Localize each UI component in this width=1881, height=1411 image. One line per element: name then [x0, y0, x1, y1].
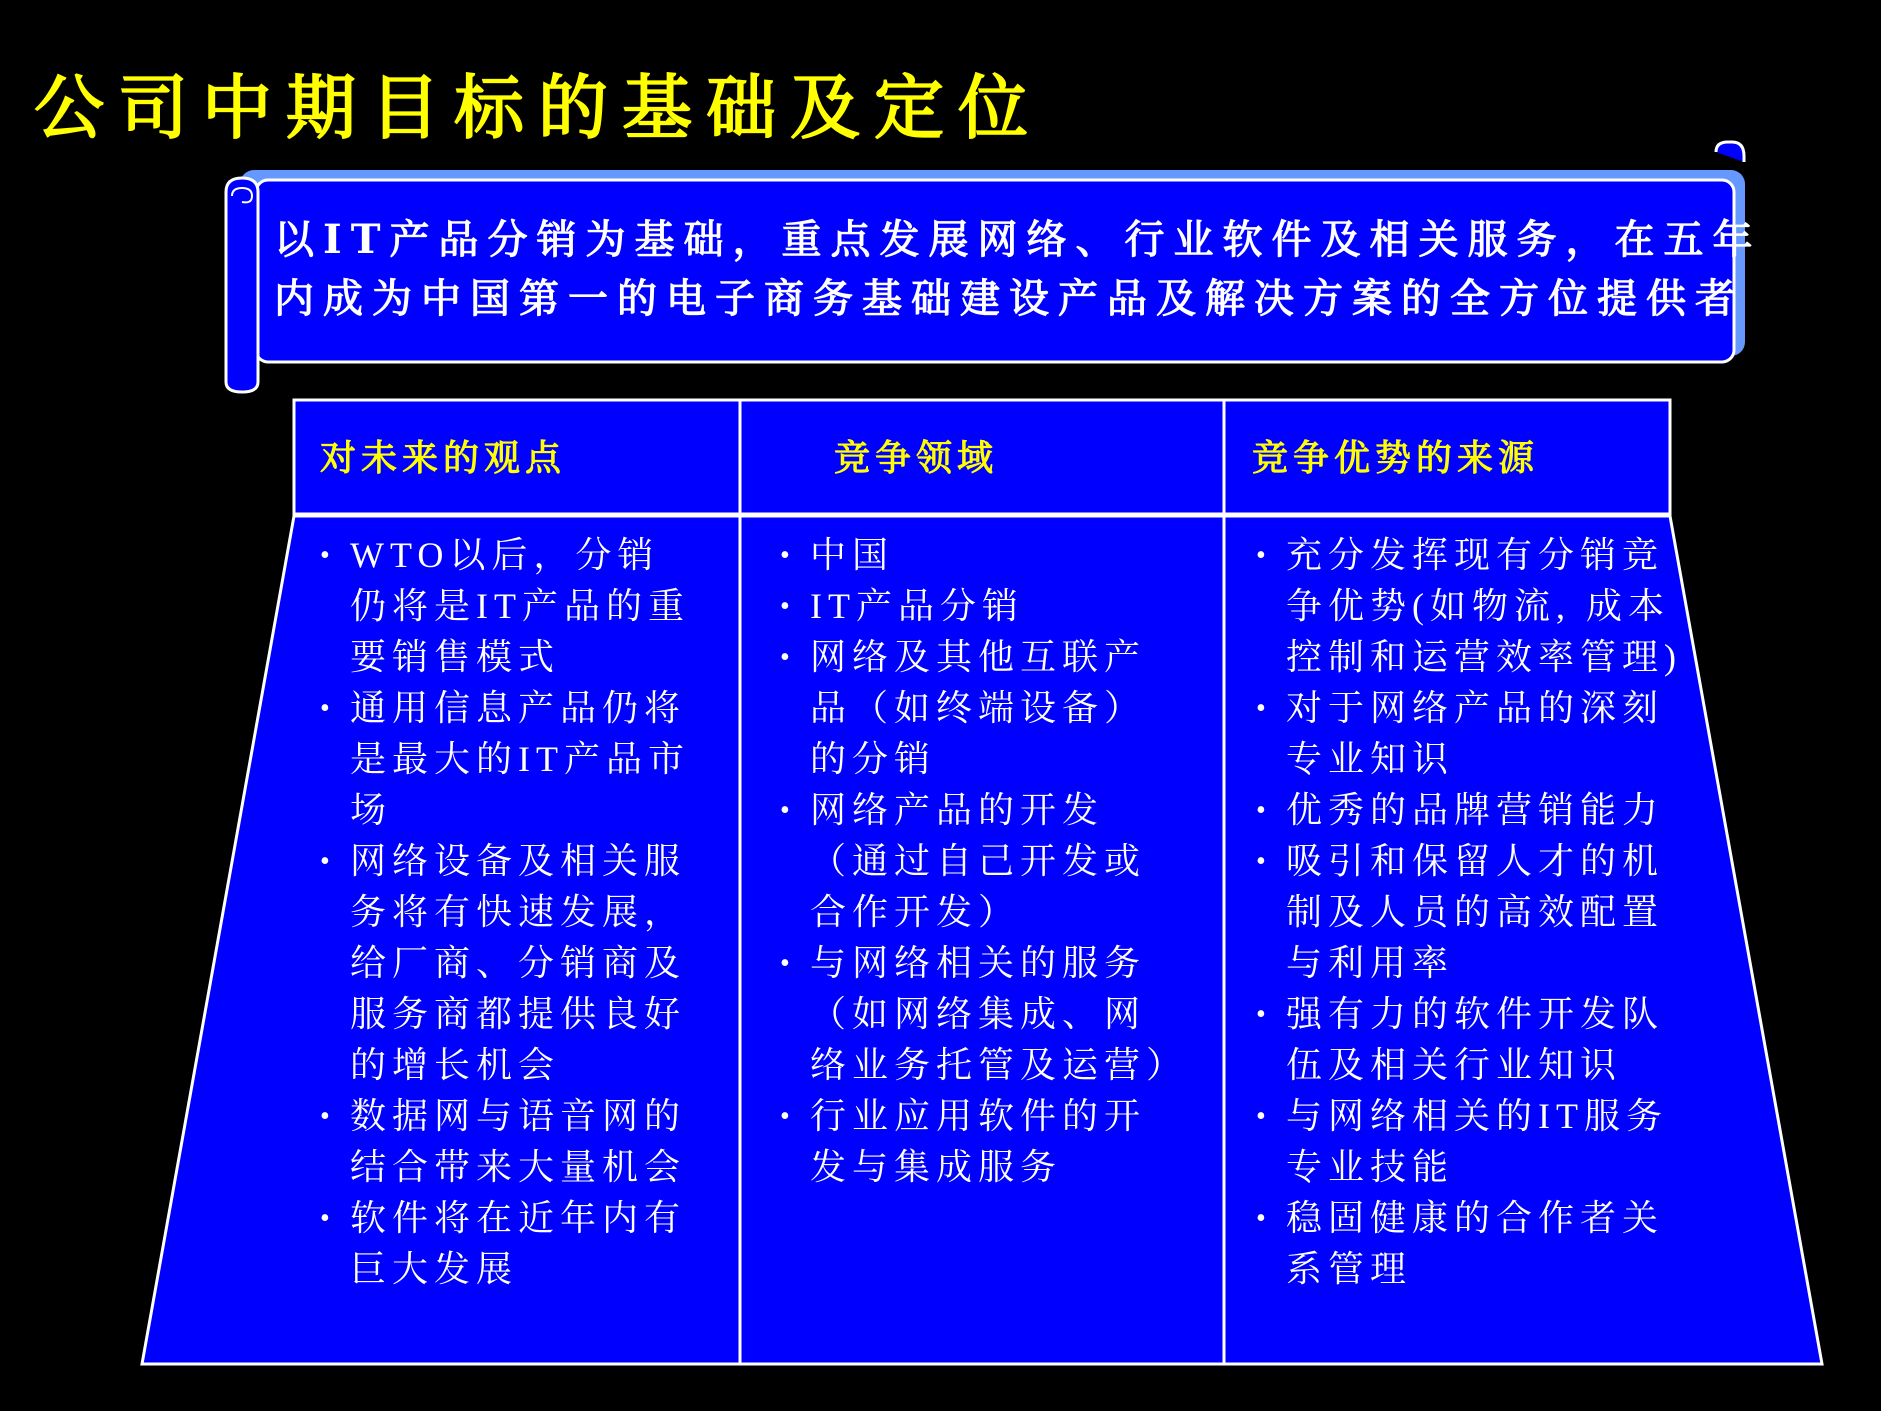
- bullet-text-line: 通用信息产品仍将: [350, 688, 687, 728]
- bullet-item: [780, 530, 1188, 581]
- bullet-item: [320, 1193, 690, 1295]
- bullet-text-line: 要销售模式: [350, 637, 561, 677]
- column-future-views: [320, 530, 690, 1295]
- bullet-text-line: 网络产品的开发: [810, 790, 1105, 830]
- bullet-item: [780, 785, 1188, 938]
- bullet-text-line: 伍及相关行业知识: [1286, 1045, 1623, 1085]
- bullet-item: [1256, 530, 1682, 683]
- bullet-text-line: IT产品分销: [810, 586, 1024, 626]
- bullet-text-line: 行业应用软件的开: [810, 1096, 1147, 1136]
- bullet-text-line: 数据网与语音网的: [350, 1096, 687, 1136]
- bullet-item: [780, 632, 1188, 785]
- bullet-item: [320, 836, 690, 1091]
- page-title: 公司中期目标的基础及定位: [34, 67, 1042, 149]
- bullet-icon: •: [1256, 795, 1272, 826]
- bullet-item: [1256, 1193, 1682, 1295]
- bullet-text-line: 服务商都提供良好: [350, 994, 687, 1034]
- bullet-icon: •: [320, 540, 336, 571]
- bullet-icon: •: [1256, 999, 1272, 1030]
- bullet-icon: •: [780, 948, 796, 979]
- bullet-text-line: 品（如终端设备）: [810, 688, 1147, 728]
- mission-line: 内成为中国第一的电子商务基础建设产品及解决方案的全方位提供者: [274, 275, 1744, 322]
- bullet-text-line: 的分销: [810, 739, 937, 779]
- bullet-text-line: 控制和运营效率管理): [1286, 637, 1682, 677]
- bullet-text-line: 稳固健康的合作者关: [1286, 1198, 1665, 1238]
- bullet-text-line: 充分发挥现有分销竞: [1286, 535, 1665, 575]
- bullet-text-line: 网络设备及相关服: [350, 841, 687, 881]
- bullet-text-line: 争优势(如物流, 成本: [1286, 586, 1670, 626]
- bullet-text-line: 专业技能: [1286, 1147, 1455, 1187]
- bullet-item: [320, 530, 690, 683]
- bullet-icon: •: [1256, 1101, 1272, 1132]
- header-competitive-domain: 竞争领域: [834, 438, 999, 479]
- bullet-text-line: 的增长机会: [350, 1045, 561, 1085]
- bullet-text-line: 吸引和保留人才的机: [1286, 841, 1665, 881]
- bullet-text-line: 与网络相关的服务: [810, 943, 1147, 983]
- mission-line: 以IT产品分销为基础，重点发展网络、行业软件及相关服务，在五年: [274, 216, 1762, 263]
- bullet-text-line: 结合带来大量机会: [350, 1147, 687, 1187]
- bullet-text-line: 对于网络产品的深刻: [1286, 688, 1665, 728]
- header-future-views: 对未来的观点: [320, 438, 567, 479]
- header-competitive-advantage: 竞争优势的来源: [1252, 438, 1540, 479]
- bullet-text-line: 中国: [810, 535, 895, 575]
- bullet-item: [780, 581, 1188, 632]
- bullet-text-line: 巨大发展: [350, 1249, 519, 1289]
- bullet-text-line: 制及人员的高效配置: [1286, 892, 1665, 932]
- bullet-text-line: 专业知识: [1286, 739, 1455, 779]
- bullet-text-line: （如网络集成、网: [810, 994, 1147, 1034]
- bullet-icon: •: [780, 591, 796, 622]
- bullet-text-line: 强有力的软件开发队: [1286, 994, 1665, 1034]
- bullet-text-line: 优秀的品牌营销能力: [1286, 790, 1665, 830]
- bullet-item: [320, 683, 690, 836]
- bullet-item: [1256, 785, 1682, 836]
- bullet-text-line: 是最大的IT产品市: [350, 739, 690, 779]
- bullet-text-line: 场: [350, 790, 393, 830]
- bullet-text-line: 仍将是IT产品的重: [350, 586, 690, 626]
- bullet-item: [780, 938, 1188, 1091]
- bullet-icon: •: [320, 1101, 336, 1132]
- bullet-icon: •: [1256, 846, 1272, 877]
- bullet-icon: •: [780, 795, 796, 826]
- bullet-text-line: 发与集成服务: [810, 1147, 1063, 1187]
- bullet-icon: •: [1256, 540, 1272, 571]
- bullet-icon: •: [320, 846, 336, 877]
- bullet-icon: •: [1256, 693, 1272, 724]
- bullet-item: [1256, 683, 1682, 785]
- bullet-item: [1256, 1091, 1682, 1193]
- bullet-text-line: 网络及其他互联产: [810, 637, 1147, 677]
- mission-statement: [274, 210, 1762, 328]
- bullet-icon: •: [320, 1203, 336, 1234]
- bullet-text-line: 系管理: [1286, 1249, 1413, 1289]
- bullet-item: [1256, 989, 1682, 1091]
- bullet-text-line: 与利用率: [1286, 943, 1455, 983]
- bullet-text-line: 络业务托管及运营）: [810, 1045, 1189, 1085]
- bullet-text-line: 务将有快速发展，: [350, 892, 687, 932]
- bullet-icon: •: [780, 1101, 796, 1132]
- bullet-text-line: 与网络相关的IT服务: [1286, 1096, 1668, 1136]
- bullet-item: [1256, 836, 1682, 989]
- bullet-text-line: （通过自己开发或: [810, 841, 1147, 881]
- bullet-icon: •: [780, 642, 796, 673]
- bullet-text-line: 给厂商、分销商及: [350, 943, 687, 983]
- bullet-icon: •: [780, 540, 796, 571]
- column-competitive-domain: [780, 530, 1188, 1193]
- bullet-text-line: 软件将在近年内有: [350, 1198, 687, 1238]
- bullet-text-line: WTO以后，分销: [350, 535, 660, 575]
- bullet-icon: •: [320, 693, 336, 724]
- column-competitive-advantage: [1256, 530, 1682, 1295]
- bullet-text-line: 合作开发）: [810, 892, 1021, 932]
- bullet-item: [320, 1091, 690, 1193]
- bullet-item: [780, 1091, 1188, 1193]
- bullet-icon: •: [1256, 1203, 1272, 1234]
